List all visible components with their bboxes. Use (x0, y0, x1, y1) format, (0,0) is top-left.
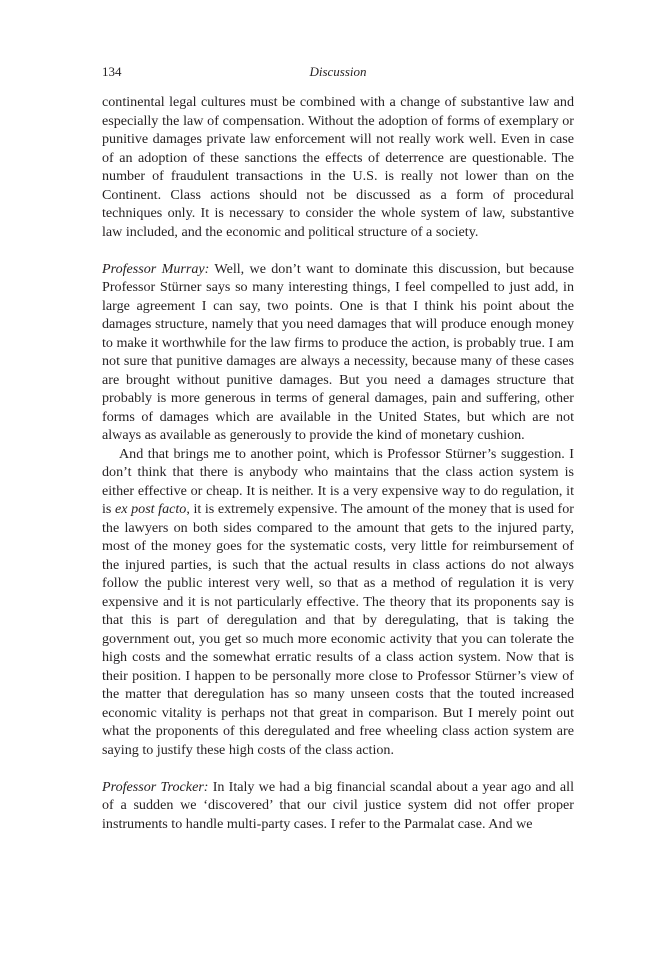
paragraph-trocker (102, 778, 574, 834)
second-point-text-start: And that brings me to another point, which is Professor Stürner’s suggestion. I don’t think that there is anybody who maintains that the class action system is either effective or cheap. It is neither. It is a very expensive way to do regulation, it is (102, 445, 574, 517)
running-head (102, 62, 574, 82)
paragraph-continuation: continental legal cultures must be combined with a change of substantive law and especially the law of compensation. Without the adoption of forms of exemplary or punitive damages private law enforcement will not really work well. Even in case of an adoption of these sanctions the effects of deterrence are questionable. The number of fraudulent transactions in the U.S. is really not lower than on the Continent. Class actions should not be discussed as a form of procedural techniques only. It is necessary to consider the whole system of law, substantive law included, and the economic and political structure of a society. (102, 94, 574, 240)
body-text (102, 93, 574, 833)
paragraph-murray-second-point (102, 445, 574, 760)
speaker-label-murray: Professor Murray: (102, 260, 210, 277)
paragraph-murray (102, 260, 574, 445)
page-number: 134 (102, 64, 122, 79)
latin-phrase: ex post facto (115, 501, 187, 517)
book-page (102, 62, 574, 833)
second-point-text-end: , it is extremely expensive. The amount of the money that is used for the lawyers on both sides compared to the amount that gets to the injured party, most of the money goes for the systematic costs, very little for reimbursement of the injured parties, is such that the actual results in class actions do not always follow the public interest very well, so that as a method of regulation it is very expensive and it is not particularly effective. The theory that its proponents say is that this is part of deregulation and that by deregulating, that is taking the government out, you get so much more economic activity that you can tolerate the high costs and the somewhat erratic results of a class action system. Now that is their position. I happen to be personally more close to Professor Stürner’s view of the matter that deregulation has so many unseen costs that the touted increased economic vitality is perhaps not that great in comparison. But I merely point out what the proponents of this deregulated and free wheeling class action system are saying to justify these high costs of the class action. (102, 501, 574, 758)
trocker-remarks: In Italy we had a big financial scandal about a year ago and all of a sudden we ‘discovered’ that our civil justice system did not offer proper instruments to handle multi-party cases. I refer to the Parmalat case. And we (102, 778, 574, 832)
speaker-label-trocker: Professor Trocker: (102, 778, 209, 795)
running-title: Discussion (309, 64, 367, 79)
murray-remarks: Well, we don’t want to dominate this discussion, but because Professor Stürner says so many interesting things, I feel compelled to just add, in large agreement I can say, two points. One is that I think his point about the damages structure, namely that you need damages that will produce enough money to make it worthwhile for the law firms to produce the action, is probably true. I am not sure that punitive damages are always a necessity, because many of these cases are brought without punitive damages. But you need a damages structure that probably is more generous in terms of general damages, pain and suffering, other forms of damages which are available in the United States, but which are not always as available as generously to provide the kind of monetary cushion. (102, 260, 575, 443)
